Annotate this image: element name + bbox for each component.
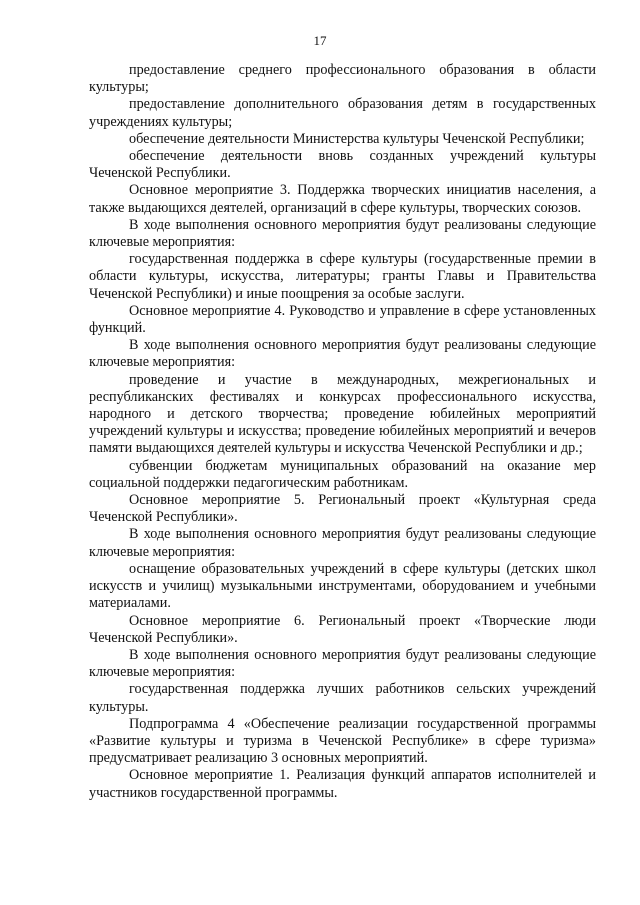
paragraph: В ходе выполнения основного мероприятия будут реализованы следующие ключевые мероприятия:	[89, 646, 596, 681]
paragraph: обеспечение деятельности вновь созданных учреждений культуры Чеченской Республики.	[89, 148, 596, 182]
paragraph: субвенции бюджетам муниципальных образований на оказание мер социальной поддержки педагогическим работникам.	[89, 457, 596, 491]
paragraph: В ходе выполнения основного мероприятия будут реализованы следующие ключевые мероприятия:	[89, 526, 596, 560]
paragraph: Основное мероприятие 3. Поддержка творческих инициатив населения, а также выдающихся деятелей, организаций в сфере культуры, творческих союзов.	[89, 182, 596, 216]
paragraph: обеспечение деятельности Министерства культуры Чеченской Республики;	[129, 130, 585, 147]
paragraph: В ходе выполнения основного мероприятия будут реализованы следующие ключевые мероприятия:	[89, 337, 596, 371]
paragraph: предоставление дополнительного образования детям в государственных учреждениях культуры;	[89, 96, 596, 130]
paragraph: проведение и участие в международных, межрегиональных и республиканских фестивалях и конкурсах профессионального искусства, народного и детского творчества; проведение юбилейных мероприятий учреждений культуры и искусства; проведение юбилейных мероприятий и вечеров памяти выдающихся деятелей культуры и искусства Чеченской Республики и др.;	[89, 371, 596, 457]
document-body	[89, 62, 596, 802]
paragraph: Основное мероприятие 5. Региональный проект «Культурная среда Чеченской Республики».	[89, 492, 596, 526]
paragraph: В ходе выполнения основного мероприятия будут реализованы следующие ключевые мероприятия:	[89, 216, 596, 251]
paragraph: Основное мероприятие 1. Реализация функций аппаратов исполнителей и участников государственной программы.	[89, 767, 596, 801]
paragraph: Основное мероприятие 4. Руководство и управление в сфере установленных функций.	[89, 302, 596, 337]
paragraph: предоставление среднего профессионального образования в области культуры;	[89, 62, 596, 96]
page-number: 17	[313, 33, 327, 48]
paragraph: государственная поддержка лучших работников сельских учреждений культуры.	[89, 681, 596, 715]
paragraph: Подпрограмма 4 «Обеспечение реализации государственной программы «Развитие культуры и туризма в Чеченской Республике» в сфере туризма» предусматривает реализацию 3 основных мероприятий.	[89, 715, 596, 767]
paragraph: Основное мероприятие 6. Региональный проект «Творческие люди Чеченской Республики».	[89, 612, 596, 646]
paragraph: оснащение образовательных учреждений в сфере культуры (детских школ искусств и училищ) музыкальными инструментами, оборудованием и учебными материалами.	[89, 560, 596, 612]
paragraph: государственная поддержка в сфере культуры (государственные премии в области культуры, искусства, литературы; гранты Главы и Правительства Чеченской Республики) и иные поощрения за особые заслуги.	[89, 251, 596, 302]
